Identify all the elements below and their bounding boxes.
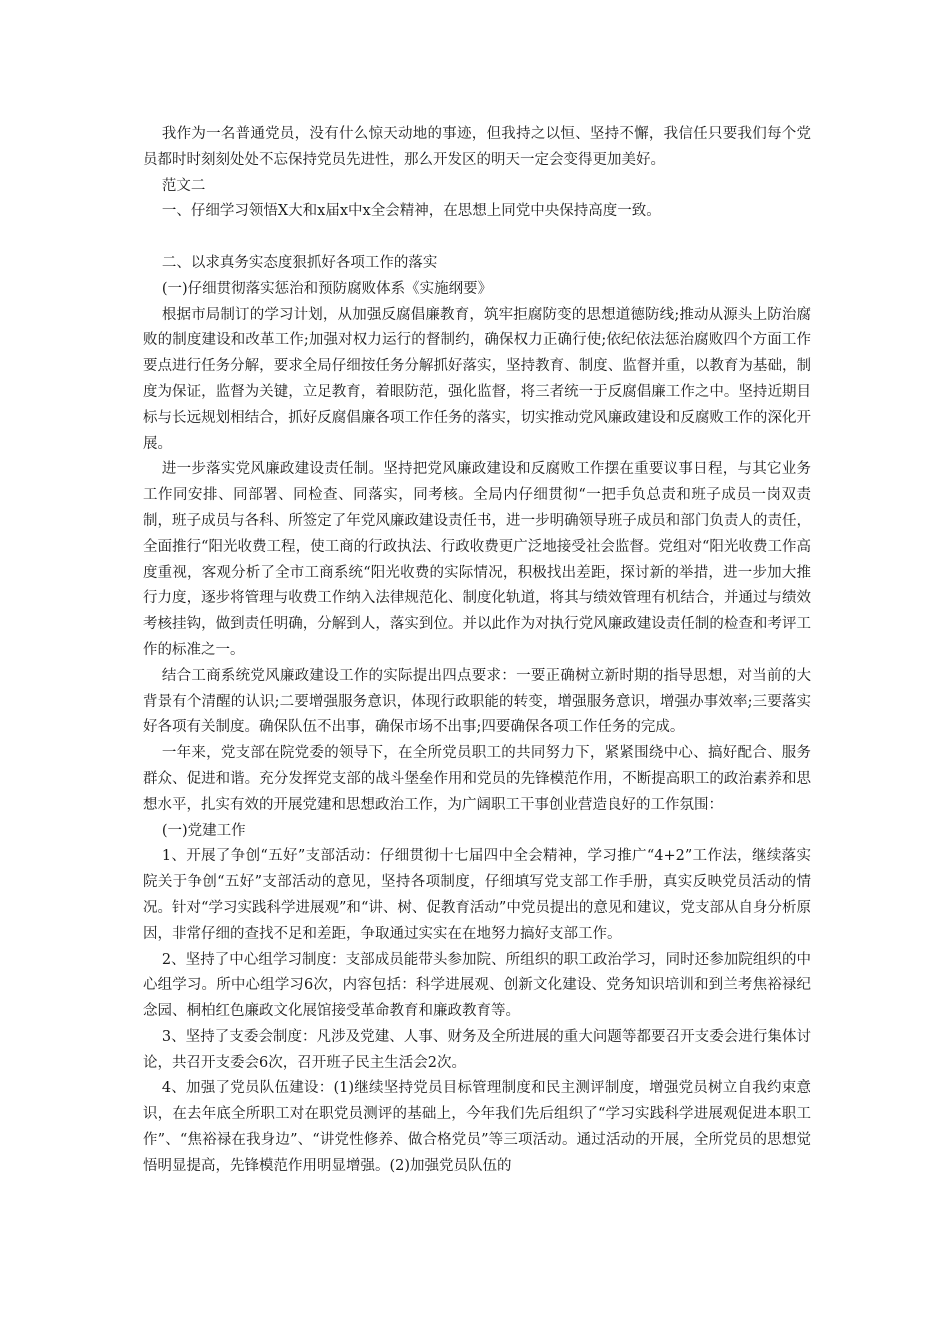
paragraph-four-requirements: 结合工商系统党风廉政建设工作的实际提出四点要求：一要正确树立新时期的指导思想，对当前的大背景有个清醒的认识;二要增强服务意识，体现行政职能的转变，增强服务意识，增强办事效率;三要落实好各项有关制度。确保队伍不出事，确保市场不出事;四要确保各项工作任务的完成。 [143, 667, 811, 736]
paragraph-responsibility-system: 进一步落实党风廉政建设责任制。坚持把党风廉政建设和反腐败工作摆在重要议事日程，与其它业务工作同安排、同部署、同检查、同落实，同考核。全局内仔细贯彻“一把手负总责和班子成员一岗双责制，班子成员与各科、所签定了年党风廉政建设责任书，进一步明确领导班子成员和部门负责人的责任，全面推行“阳光收费工程，使工商的行政执法、行政收费更广泛地接受社会监督。党组对“阳光收费工作高度重视，客观分析了全市工商系统“阳光收费的实际情况，积极找出差距，探讨新的举措，进一步加大推行力度，逐步将管理与收费工作纳入法律规范化、制度化轨道，将其与绩效管理有机结合，并通过与绩效考核挂钩，做到责任明确，分解到人，落实到位。并以此作为对执行党风廉政建设责任制的检查和考评工作的标准之一。 [143, 461, 811, 658]
paragraph-year-review: 一年来，党支部在院党委的领导下，在全所党员职工的共同努力下，紧紧围绕中心、搞好配合、服务群众、促进和谐。充分发挥党支部的战斗堡垒作用和党员的先锋模范作用，不断提高职工的政治素养和思想水平，扎实有效的开展党建和思想政治工作，为广阔职工干事创业营造良好的工作氛围： [143, 745, 811, 813]
list-item-central-group-study: 2、坚持了中心组学习制度：支部成员能带头参加院、所组织的职工政治学习，同时还参加院组织的中心组学习。所中心组学习6次，内容包括：科学进展观、创新文化建设、党务知识培训和到兰考焦裕禄纪念园、桐柏红色廉政文化展馆接受革命教育和廉政教育等。 [143, 951, 811, 1020]
list-item-member-team: 4、加强了党员队伍建设：(1)继续坚持党员目标管理制度和民主测评制度，增强党员树立自我约束意识，在去年底全所职工对在职党员测评的基础上，今年我们先后组织了“学习实践科学进展观促进本职工作”、“焦裕禄在我身边”、“讲党性修养、做合格党员”等三项活动。通过活动的开展，全所党员的思想觉悟明显提高，先锋模范作用明显增强。(2)加强党员队伍的 [143, 1080, 811, 1174]
subheading-anti-corruption-system: (一)仔细贯彻落实惩治和预防腐败体系《实施纲要》 [161, 280, 493, 297]
paragraph-study-plan: 根据市局制订的学习计划，从加强反腐倡廉教育，筑牢拒腐防变的思想道德防线;推动从源头上防治腐败的制度建设和改革工作;加强对权力运行的督制约，确保权力正确行使;依纪依法惩治腐败四个方面工作要点进行任务分解，要求全局仔细按任务分解抓好落实，坚持教育、制度、监督并重，以教育为基础，制度为保证，监督为关键，立足教育，着眼防范，强化监督，将三者统一于反腐倡廉工作之中。坚持近期目标与长远规划相结合，抓好反腐倡廉各项工作任务的落实，切实推动党风廉政建设和反腐败工作的深化开展。 [143, 306, 811, 452]
blank-line [143, 225, 811, 251]
document-body [143, 122, 811, 1180]
list-item-branch-committee: 3、坚持了支委会制度：凡涉及党建、人事、财务及全所进展的重大问题等都要召开支委会进行集体讨论，共召开支委会6次，召开班子民主生活会2次。 [143, 1028, 811, 1071]
list-item-five-good-branch: 1、开展了争创“五好”支部活动：仔细贯彻十七届四中全会精神，学习推广“4+2”工作法，继续落实院关于争创“五好”支部活动的意见，坚持各项制度，仔细填写党支部工作手册，真实反映党员活动的情况。针对“学习实践科学进展观”和“讲、树、促教育活动”中党员提出的意见和建议，党支部从自身分析原因，非常仔细的查找不足和差距，争取通过实实在在地努力搞好支部工作。 [143, 848, 811, 942]
subheading-party-building: (一)党建工作 [161, 822, 246, 839]
heading-implement-work: 二、以求真务实态度狠抓好各项工作的落实 [161, 254, 438, 271]
heading-study-spirit: 一、仔细学习领悟X大和x届x中x全会精神，在思想上同党中央保持高度一致。 [161, 203, 661, 220]
paragraph-closing-statement: 我作为一名普通党员，没有什么惊天动地的事迹，但我持之以恒、坚持不懈，我信任只要我们每个党员都时时刻刻处处不忘保持党员先进性，那么开发区的明天一定会变得更加美好。 [143, 126, 811, 168]
section-title-sample-two: 范文二 [161, 177, 206, 194]
